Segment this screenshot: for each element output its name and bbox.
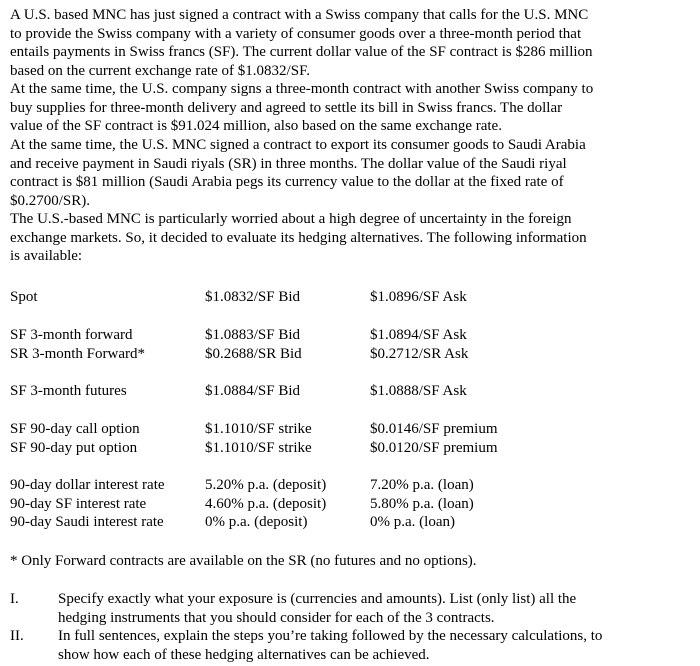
sf-forward-ask: $1.0894/SF Ask bbox=[370, 327, 467, 343]
dollar-deposit-rate: 5.20% p.a. (deposit) bbox=[205, 477, 327, 493]
text-line: $0.2700/SR). bbox=[10, 192, 91, 209]
sr-forward-ask: $0.2712/SR Ask bbox=[370, 345, 469, 362]
forward-bids bbox=[205, 326, 302, 363]
futures-ask: $1.0888/SF Ask bbox=[370, 383, 467, 399]
futures-bid: $1.0884/SF Bid bbox=[205, 383, 301, 399]
put-option-label: SF 90-day put option bbox=[10, 439, 138, 456]
text-line: Specify exactly what your exposure is (currencies and amounts). List (only list) all the bbox=[58, 591, 577, 607]
sf-loan-rate: 5.80% p.a. (loan) bbox=[370, 495, 474, 512]
question-number: II. bbox=[10, 628, 24, 644]
text-line: In full sentences, explain the steps you’re taking followed by the necessary calculations, to bbox=[58, 628, 603, 644]
question-text bbox=[58, 627, 602, 664]
saudi-deposit-rate: 0% p.a. (deposit) bbox=[205, 514, 308, 531]
text-line: hedging instruments that you should consider for each of the 3 contracts. bbox=[58, 609, 495, 626]
dollar-rate-label: 90-day dollar interest rate bbox=[10, 477, 165, 493]
text-line: At the same time, the U.S. company signs a three-month contract with another Swiss company to bbox=[10, 81, 594, 97]
sf-rate-label: 90-day SF interest rate bbox=[10, 495, 147, 512]
spot-bid: $1.0832/SF Bid bbox=[205, 289, 301, 305]
text-line: contract is $81 million (Saudi Arabia pegs its currency value to the dollar at the fixed rate of bbox=[10, 174, 564, 191]
text-line: to provide the Swiss company with a variety of consumer goods over a three-month period that bbox=[10, 25, 582, 42]
text-line: based on the current exchange rate of $1.0832/SF. bbox=[10, 62, 310, 79]
text-line: show how each of these hedging alternatives can be achieved. bbox=[58, 646, 430, 663]
put-strike: $1.1010/SF strike bbox=[205, 439, 312, 456]
saudi-loan-rate: 0% p.a. (loan) bbox=[370, 514, 455, 531]
intro-paragraph-3 bbox=[10, 136, 690, 210]
sr-forward-label: SR 3-month Forward* bbox=[10, 345, 145, 362]
question-number: I. bbox=[10, 591, 19, 607]
rate-loans bbox=[370, 476, 474, 532]
futures-label: SF 3-month futures bbox=[10, 383, 127, 399]
rate-labels bbox=[10, 476, 165, 532]
text-line: entails payments in Swiss francs (SF). The current dollar value of the SF contract is $286 million bbox=[10, 44, 593, 61]
option-strikes bbox=[205, 420, 312, 457]
option-premiums bbox=[370, 420, 498, 457]
put-premium: $0.0120/SF premium bbox=[370, 439, 498, 456]
call-strike: $1.1010/SF strike bbox=[205, 421, 312, 437]
sf-deposit-rate: 4.60% p.a. (deposit) bbox=[205, 495, 327, 512]
option-labels bbox=[10, 420, 140, 457]
spot-ask: $1.0896/SF Ask bbox=[370, 289, 467, 305]
sr-forward-bid: $0.2688/SR Bid bbox=[205, 345, 302, 362]
sf-forward-bid: $1.0883/SF Bid bbox=[205, 327, 301, 343]
call-option-label: SF 90-day call option bbox=[10, 421, 140, 437]
text-line: is available: bbox=[10, 248, 83, 265]
call-premium: $0.0146/SF premium bbox=[370, 421, 498, 437]
text-line: value of the SF contract is $91.024 million, also based on the same exchange rate. bbox=[10, 118, 502, 135]
question-text bbox=[58, 590, 576, 627]
rate-deposits bbox=[205, 476, 326, 532]
footnote: * Only Forward contracts are available on the SR (no futures and no options). bbox=[10, 553, 477, 569]
forward-asks bbox=[370, 326, 468, 363]
text-line: and receive payment in Saudi riyals (SR) in three months. The dollar value of the Saudi riyal bbox=[10, 155, 567, 172]
intro-paragraph-4 bbox=[10, 210, 690, 266]
intro-paragraph-1 bbox=[10, 6, 690, 80]
spot-label: Spot bbox=[10, 289, 38, 305]
saudi-rate-label: 90-day Saudi interest rate bbox=[10, 514, 164, 531]
text-line: The U.S.-based MNC is particularly worried about a high degree of uncertainty in the foreign bbox=[10, 211, 572, 227]
forward-labels bbox=[10, 326, 145, 363]
intro-paragraph-2 bbox=[10, 80, 690, 136]
text-line: buy supplies for three-month delivery and agreed to settle its bill in Swiss francs. The dollar bbox=[10, 99, 563, 116]
sf-forward-label: SF 3-month forward bbox=[10, 327, 133, 343]
text-line: A U.S. based MNC has just signed a contract with a Swiss company that calls for the U.S. MNC bbox=[10, 7, 589, 23]
dollar-loan-rate: 7.20% p.a. (loan) bbox=[370, 477, 474, 493]
text-line: At the same time, the U.S. MNC signed a contract to export its consumer goods to Saudi Arabia bbox=[10, 137, 586, 153]
text-line: exchange markets. So, it decided to evaluate its hedging alternatives. The following information bbox=[10, 229, 587, 246]
